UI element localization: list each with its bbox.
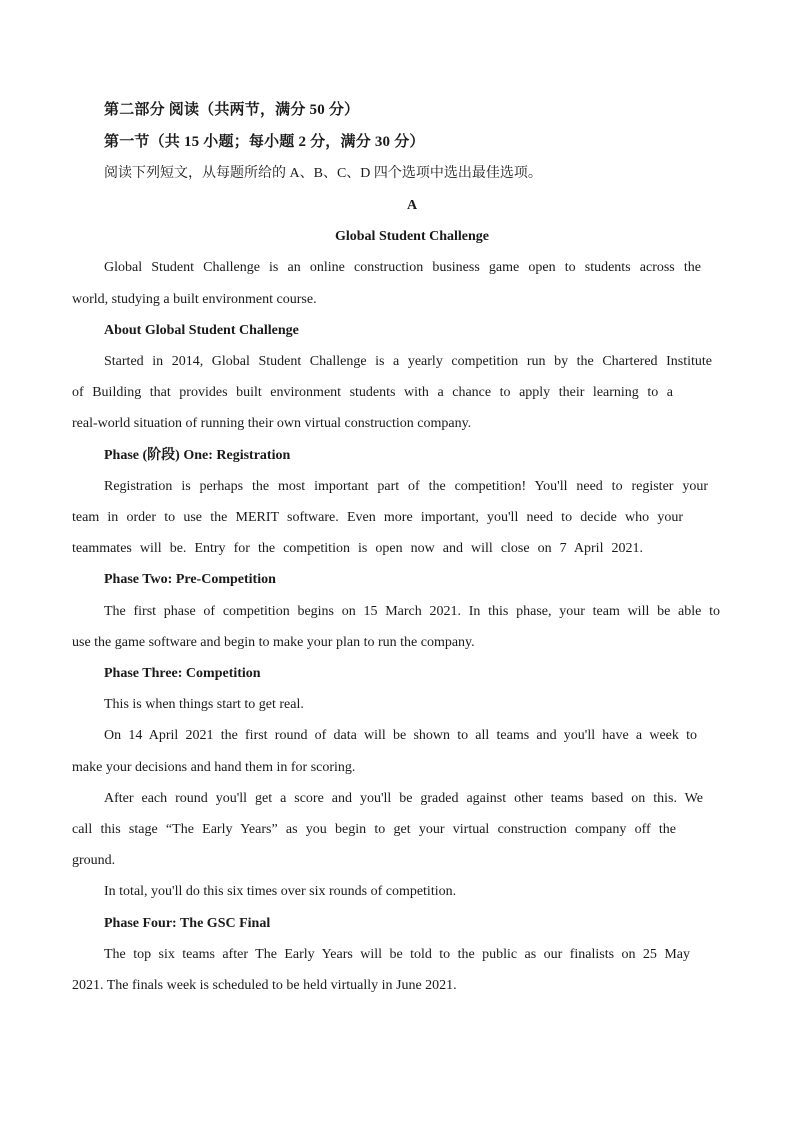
passage-title: Global Student Challenge (334, 229, 490, 244)
phase3-p4: In total, you'll do this six times over six rounds of competition. (104, 884, 457, 899)
section-title: 第一节（共 15 小题；每小题 2 分，满分 30 分） (104, 134, 425, 150)
phase3-p3-line-3: ground. (72, 853, 116, 868)
passage-letter: A (406, 198, 418, 213)
phase1-line-2: team in order to use the MERIT software. Even more important, you'll need to decide who your (72, 510, 683, 525)
phase3-p3-line-1: After each round you'll get a score and you'll be graded against other teams based on this. We (104, 791, 703, 806)
instruction-text: 阅读下列短文，从每题所给的 A、B、C、D 四个选项中选出最佳选项。 (104, 166, 542, 181)
phase4-line-2: 2021. The finals week is scheduled to be held virtually in June 2021. (72, 978, 457, 993)
phase2-line-2: use the game software and begin to make your plan to run the company. (72, 635, 475, 650)
about-heading: About Global Student Challenge (104, 323, 299, 338)
phase3-p2-line-2: make your decisions and hand them in for scoring. (72, 760, 356, 775)
phase3-heading: Phase Three: Competition (104, 666, 261, 681)
phase4-line-1: The top six teams after The Early Years will be told to the public as our finalists on 25 May (104, 947, 690, 962)
phase1-line-3: teammates will be. Entry for the competition is open now and will close on 7 April 2021. (72, 541, 643, 556)
phase2-heading: Phase Two: Pre-Competition (104, 572, 276, 587)
about-line-2: of Building that provides built environment students with a chance to apply their learning to a (72, 385, 673, 400)
phase3-p3-line-2: call this stage “The Early Years” as you begin to get your virtual construction company off the (72, 822, 676, 837)
intro-line-2: world, studying a built environment course. (72, 292, 317, 307)
phase2-line-1: The first phase of competition begins on 15 March 2021. In this phase, your team will be able to (104, 604, 720, 619)
phase1-line-1: Registration is perhaps the most important part of the competition! You'll need to register your (104, 479, 708, 494)
phase4-heading: Phase Four: The GSC Final (104, 916, 271, 931)
part-title: 第二部分 阅读（共两节，满分 50 分） (104, 102, 360, 118)
phase1-heading: Phase (阶段) One: Registration (104, 448, 291, 463)
intro-line-1: Global Student Challenge is an online construction business game open to students across the (104, 260, 701, 275)
phase3-p2-line-1: On 14 April 2021 the first round of data will be shown to all teams and you'll have a week to (104, 728, 697, 743)
about-line-3: real-world situation of running their own virtual construction company. (72, 416, 472, 431)
phase3-p1: This is when things start to get real. (104, 697, 304, 712)
about-line-1: Started in 2014, Global Student Challenge is a yearly competition run by the Chartered Institute (104, 354, 712, 369)
